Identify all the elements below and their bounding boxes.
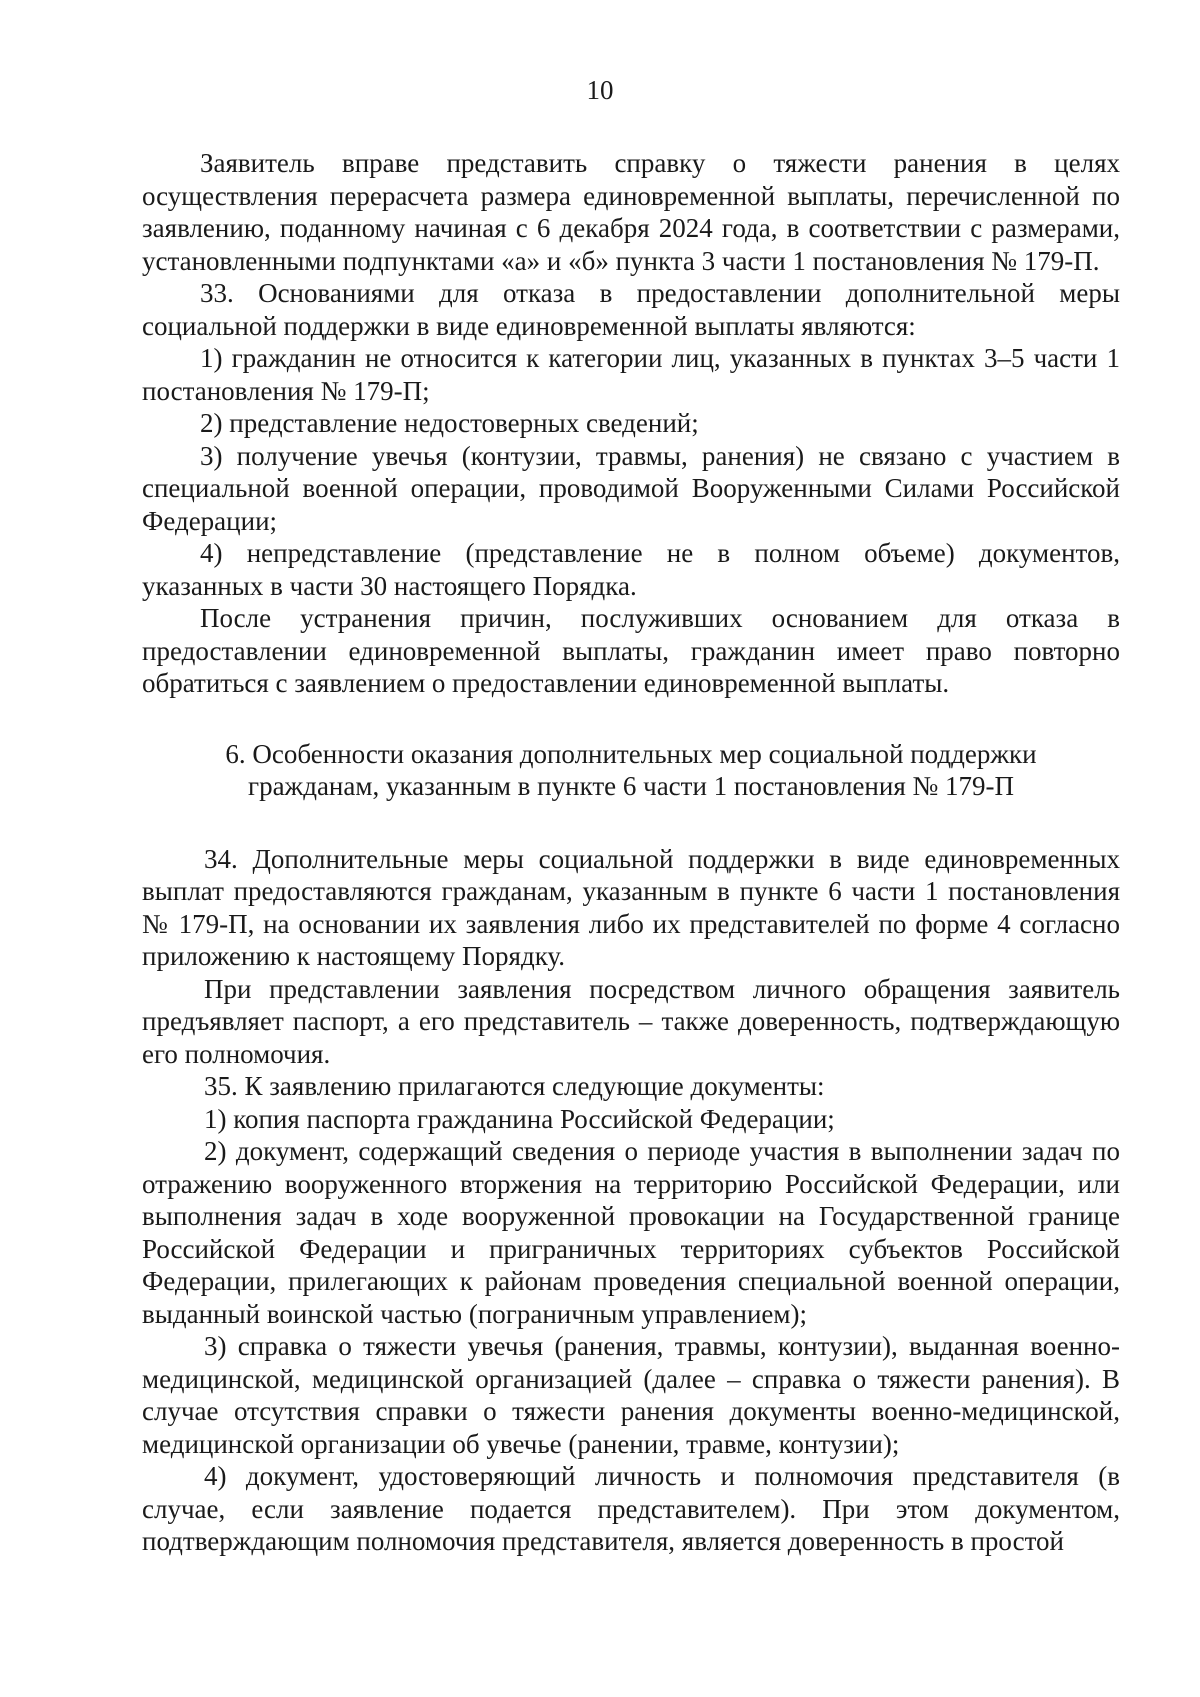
list-item-35-1: 1) копия паспорта гражданина Российской Федерации; [204,1103,835,1134]
section-heading-line-2: гражданам, указанным в пункте 6 части 1 постановления № 179-П [248,771,1014,801]
list-item-35-3: 3) справка о тяжести увечья (ранения, травмы, контузии), выданная военно-медицинской, медицинской организацией (далее – справка о тяжести ранения). В случае отсутствия справки о тяжести ранения документы военно-медицинской, медицинской организации об увечье (ранении, травме, контузии); [142,1331,1120,1459]
list-item-35-4: 4) документ, удостоверяющий личность и полномочия представителя (в случае, если заявление подается представителем). При этом документом, подтверждающим полномочия представителя, является доверенность в простой [142,1461,1120,1556]
paragraph-33-refusal-grounds: 33. Основаниями для отказа в предоставлении дополнительной меры социальной поддержки в виде единовременной выплаты являются: [142,278,1120,341]
paragraph-35-documents: 35. К заявлению прилагаются следующие документы: [204,1071,825,1101]
paragraph-34: 34. Дополнительные меры социальной поддержки в виде единовременных выплат предоставляются гражданам, указанным в пункте 6 части 1 постановления № 179-П, на основании их заявления либо их представителей по форме 4 согласно приложению к настоящему Порядку. [142,843,1120,971]
page-number: 10 [586,75,614,105]
paragraph-personal-application: При представлении заявления посредством личного обращения заявитель предъявляет паспорт, а его представитель – также доверенность, подтверждающую его полномочия. [142,973,1120,1069]
paragraph-repeat-application: После устранения причин, послуживших основанием для отказа в предоставлении единовременной выплаты, гражданин имеет право повторно обратиться с заявлением о предоставлении единовременной выплаты. [142,603,1120,698]
list-item-33-1: 1) гражданин не относится к категории лиц, указанных в пунктах 3–5 части 1 постановления № 179-П; [142,343,1120,406]
list-item-33-2: 2) представление недостоверных сведений; [200,408,699,438]
list-item-35-2: 2) документ, содержащий сведения о периоде участия в выполнении задач по отражению вооруженного вторжения на территорию Российской Федерации, или выполнения задач в ходе вооруженной провокации на Государственной границе Российской Федерации и приграничных территориях субъектов Российской Федерации, прилегающих к районам проведения специальной военной операции, выданный воинской частью (пограничным управлением); [142,1136,1120,1329]
list-item-33-3: 3) получение увечья (контузии, травмы, ранения) не связано с участием в специальной военной операции, проводимой Вооруженными Силами Российской Федерации; [142,440,1120,536]
section-heading-6 [142,738,1120,803]
section-heading-line-1: 6. Особенности оказания дополнительных мер социальной поддержки [225,738,1037,769]
paragraph-applicant-right: Заявитель вправе представить справку о тяжести ранения в целях осуществления перерасчета размера единовременной выплаты, перечисленной по заявлению, поданному начиная с 6 декабря 2024 года, в соответствии с размерами, установленными подпунктами «а» и «б» пункта 3 части 1 постановления № 179-П. [142,148,1120,276]
document-body [142,147,1120,1558]
list-item-33-4: 4) непредставление (представление не в полном объеме) документов, указанных в части 30 настоящего Порядка. [142,538,1120,601]
